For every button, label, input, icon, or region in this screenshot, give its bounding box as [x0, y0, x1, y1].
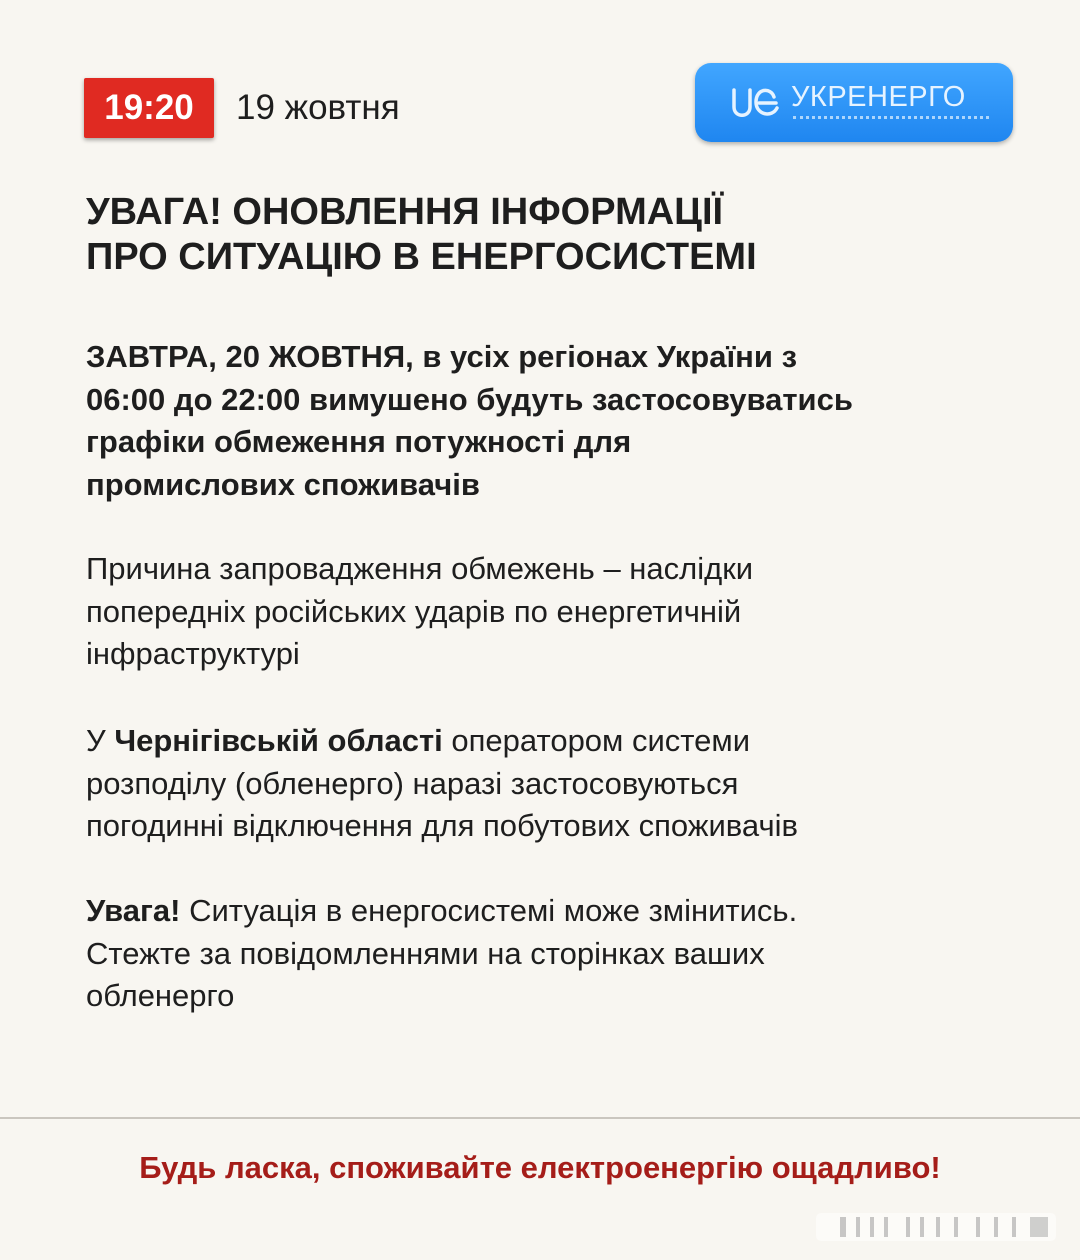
- title-line-1: УВАГА! ОНОВЛЕННЯ ІНФОРМАЦІЇ: [86, 191, 723, 233]
- footer-appeal: Будь ласка, споживайте електроенергію ощадливо!: [139, 1150, 941, 1185]
- logo-tagline: [793, 116, 989, 119]
- cause-line-1: Причина запровадження обмежень – наслідки: [86, 551, 754, 586]
- region-prefix: У: [86, 723, 115, 758]
- notice-line-4: промислових споживачів: [86, 466, 480, 502]
- logo-name: УКРЕНЕРГО: [791, 81, 966, 113]
- notice-line-3: графіки обмеження потужності для: [86, 424, 632, 459]
- cause-line-3: інфраструктурі: [86, 636, 300, 671]
- notice-line-1: ЗАВТРА, 20 ЖОВТНЯ, в усіх регіонах України з: [86, 339, 797, 374]
- attention-line-3: обленерго: [86, 978, 235, 1013]
- cause-paragraph: [86, 548, 906, 676]
- watermark-icon: [816, 1210, 1056, 1244]
- attention-paragraph: [86, 890, 946, 1018]
- region-line-3: погодинні відключення для побутових споживачів: [86, 808, 798, 843]
- cause-line-2: попередніх російських ударів по енергетичній: [86, 593, 742, 629]
- region-line-2: розподілу (обленерго) наразі застосовуються: [86, 765, 739, 801]
- time-badge: 19:20: [84, 78, 214, 138]
- attention-label: Увага!: [86, 893, 181, 928]
- page-title: [86, 190, 986, 280]
- restriction-notice: [86, 336, 986, 506]
- date-label: 19 жовтня: [236, 88, 400, 127]
- notice-line-2: 06:00 до 22:00 вимушено будуть застосовуватись: [86, 381, 853, 417]
- region-paragraph: [86, 720, 936, 848]
- footer-divider: [0, 1117, 1080, 1119]
- attention-line-1-rest: Ситуація в енергосистемі може змінитись.: [180, 893, 798, 928]
- ukrenergo-logo-icon: [729, 81, 781, 125]
- attention-line-2: Стежте за повідомленнями на сторінках ваших: [86, 935, 765, 971]
- region-line-1-rest: оператором системи: [442, 723, 751, 758]
- region-name: Чернігівській області: [114, 723, 443, 758]
- ukrenergo-logo: [695, 63, 1013, 142]
- title-line-2: ПРО СИТУАЦІЮ В ЕНЕРГОСИСТЕМІ: [86, 236, 757, 278]
